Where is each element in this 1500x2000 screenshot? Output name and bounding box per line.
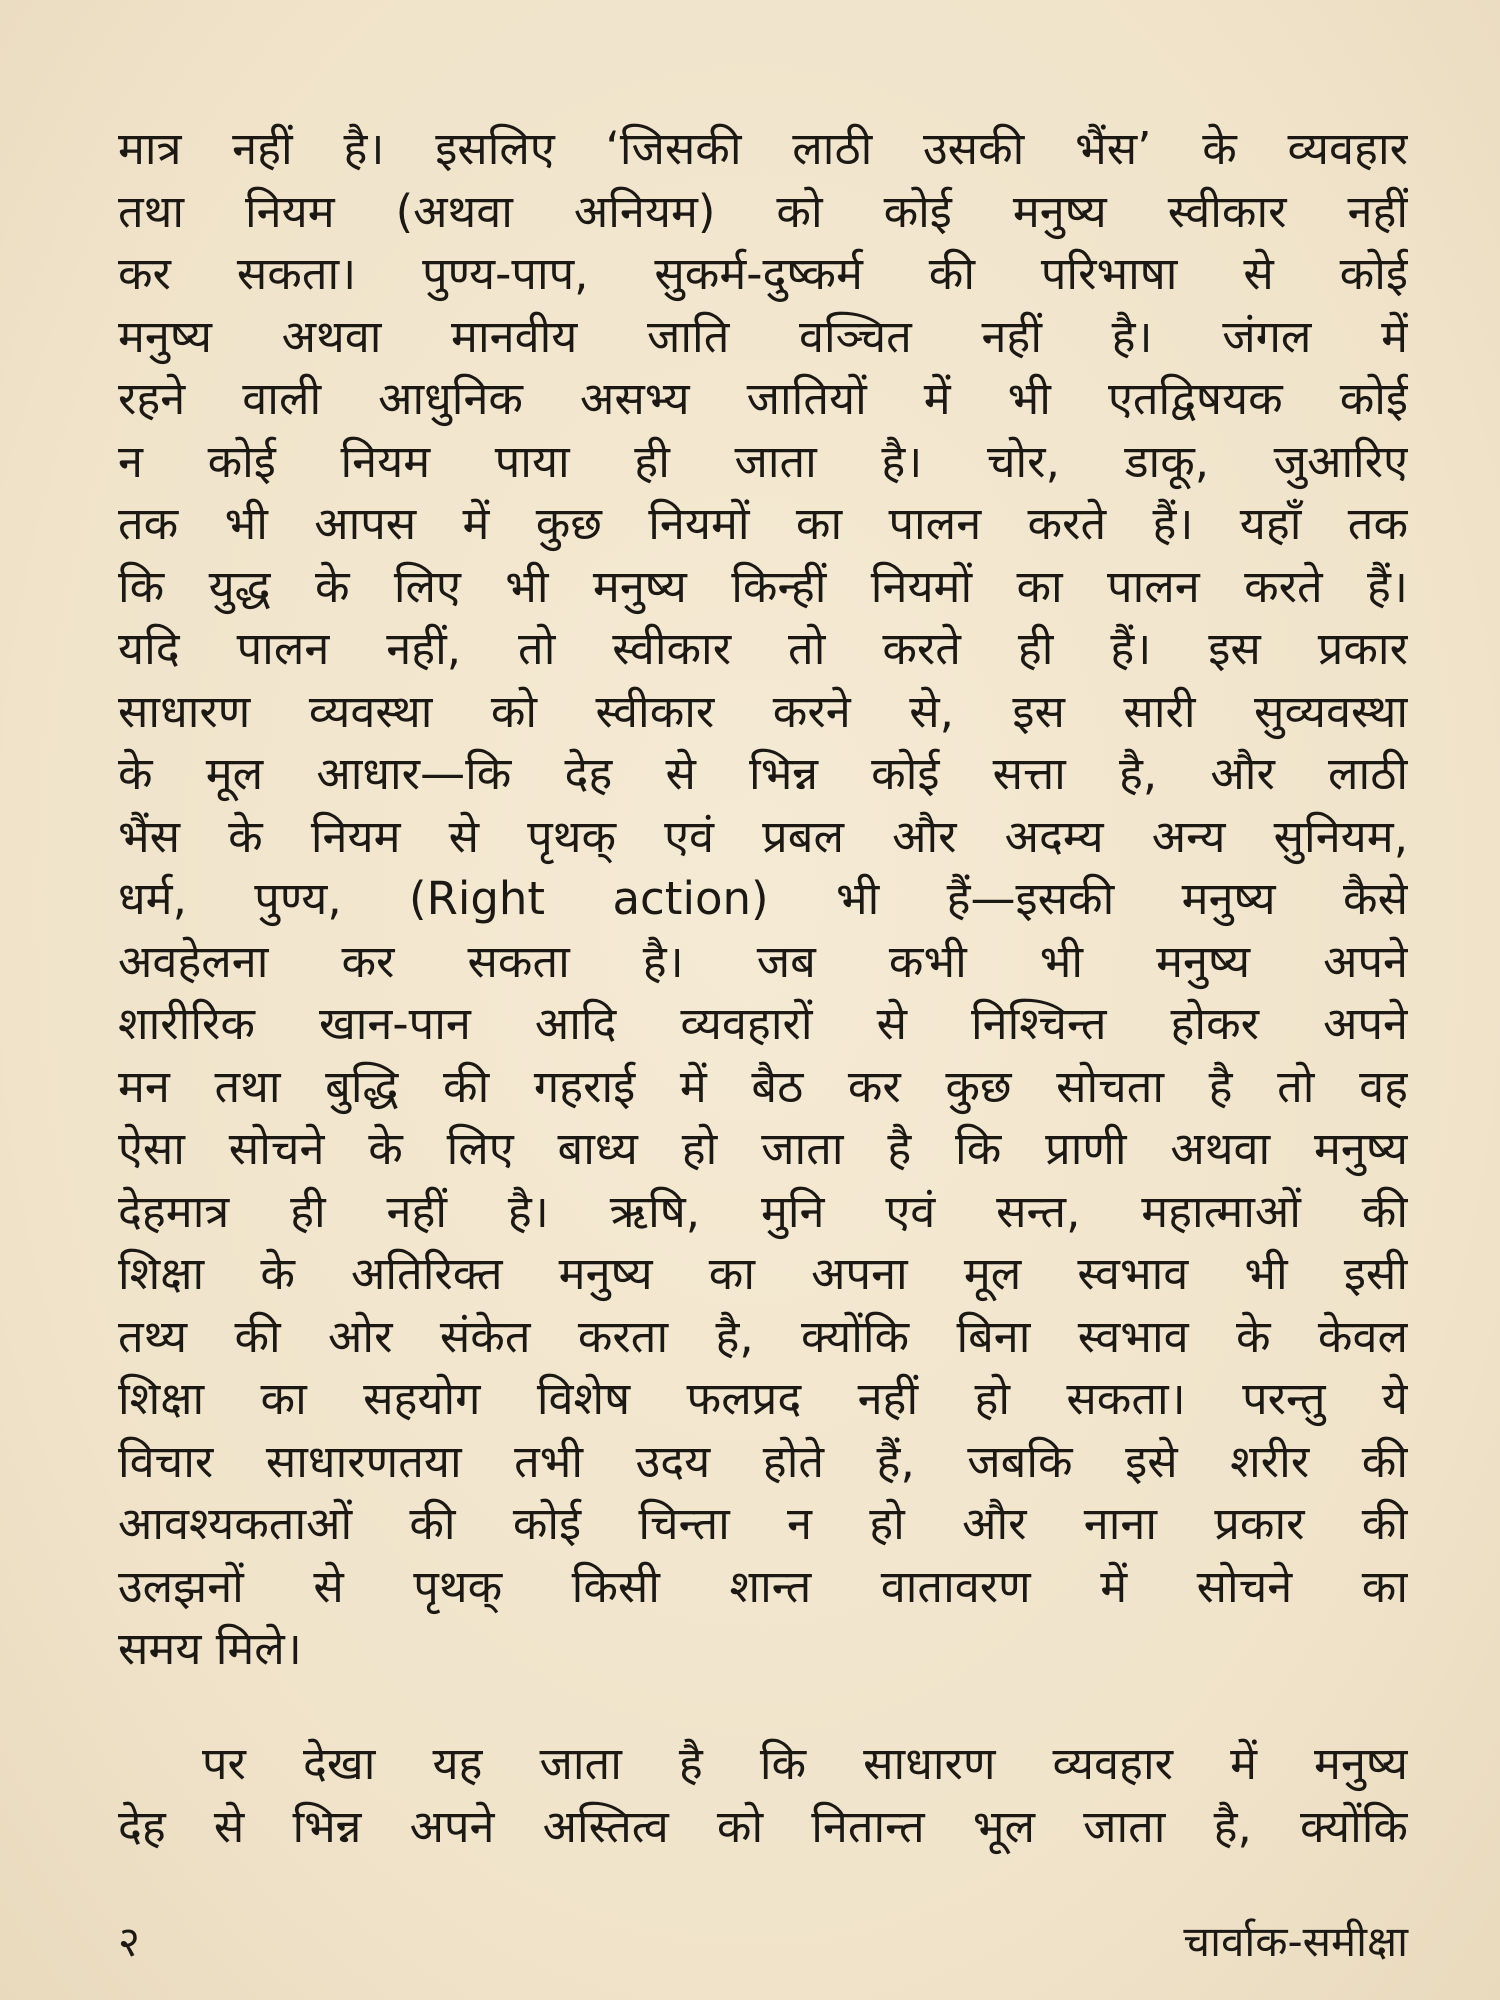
text-line: रहने वाली आधुनिक असभ्य जातियों में भी एतद्विषयक कोई	[118, 372, 1408, 425]
text-line: भैंस के नियम से पृथक् एवं प्रबल और अदम्य अन्य सुनियम,	[118, 809, 1408, 863]
text-line: मनुष्य अथवा मानवीय जाति वञ्चित नहीं है। जंगल में	[118, 309, 1408, 363]
text-line: उलझनों से पृथक् किसी शान्त वातावरण में सोचने का	[118, 1559, 1408, 1613]
text-line: शिक्षा का सहयोग विशेष फलप्रद नहीं हो सकता। परन्तु ये	[118, 1372, 1408, 1425]
text-line: अवहेलना कर सकता है। जब कभी भी मनुष्य अपने	[118, 934, 1408, 988]
text-line: देह से भिन्न अपने अस्तित्व को नितान्त भूल जाता है, क्योंकि	[118, 1799, 1408, 1853]
text-line: न कोई नियम पाया ही जाता है। चोर, डाकू, जुआरिए	[118, 434, 1408, 488]
page-footer	[118, 1912, 1408, 1972]
running-title: चार्वाक-समीक्षा	[1183, 1917, 1408, 1966]
text-line: आवश्यकताओं की कोई चिन्ता न हो और नाना प्रकार की	[118, 1497, 1408, 1550]
paragraph-1	[118, 118, 1408, 1681]
text-line: तक भी आपस में कुछ नियमों का पालन करते हैं। यहाँ तक	[118, 497, 1408, 550]
text-line: तथ्य की ओर संकेत करता है, क्योंकि बिना स्वभाव के केवल	[118, 1309, 1408, 1363]
text-line: के मूल आधार—कि देह से भिन्न कोई सत्ता है, और लाठी	[118, 747, 1408, 800]
text-line: ऐसा सोचने के लिए बाध्य हो जाता है कि प्राणी अथवा मनुष्य	[118, 1122, 1408, 1175]
text-line: मन तथा बुद्धि की गहराई में बैठ कर कुछ सोचता है तो वह	[118, 1059, 1408, 1113]
text-line: तथा नियम (अथवा अनियम) को कोई मनुष्य स्वीकार नहीं	[118, 184, 1408, 238]
text-line: धर्म, पुण्य, (Right action) भी हैं—इसकी मनुष्य कैसे	[118, 872, 1408, 925]
text-line: कर सकता। पुण्य-पाप, सुकर्म-दुष्कर्म की परिभाषा से कोई	[118, 247, 1408, 300]
text-line: समय मिले।	[118, 1622, 302, 1675]
text-line: कि युद्ध के लिए भी मनुष्य किन्हीं नियमों का पालन करते हैं।	[118, 559, 1408, 613]
text-line: विचार साधारणतया तभी उदय होते हैं, जबकि इसे शरीर की	[118, 1434, 1408, 1488]
text-line: मात्र नहीं है। इसलिए ‘जिसकी लाठी उसकी भैंस’ के व्यवहार	[118, 122, 1408, 175]
text-line: साधारण व्यवस्था को स्वीकार करने से, इस सारी सुव्यवस्था	[118, 684, 1408, 738]
page-number: २	[118, 1917, 140, 1966]
paragraph-2	[118, 1733, 1408, 1858]
text-line: देहमात्र ही नहीं है। ऋषि, मुनि एवं सन्त, महात्माओं की	[118, 1184, 1408, 1238]
text-line: शारीरिक खान-पान आदि व्यवहारों से निश्चिन्त होकर अपने	[118, 997, 1408, 1050]
text-line: शिक्षा के अतिरिक्त मनुष्य का अपना मूल स्वभाव भी इसी	[118, 1247, 1408, 1300]
text-line: यदि पालन नहीं, तो स्वीकार तो करते ही हैं। इस प्रकार	[118, 622, 1408, 675]
text-line: पर देखा यह जाता है कि साधारण व्यवहार में मनुष्य	[202, 1737, 1408, 1790]
